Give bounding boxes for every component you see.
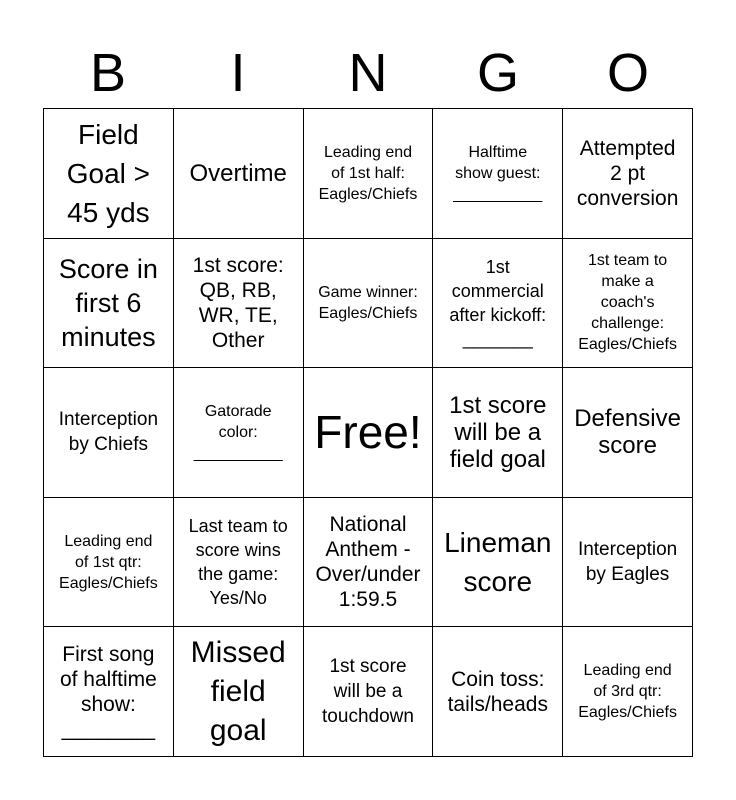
bingo-cell-r5c2[interactable]: Missed field goal xyxy=(174,627,304,757)
bingo-cell-r2c2[interactable]: 1st score: QB, RB, WR, TE, Other xyxy=(174,239,304,369)
header-letter-n: N xyxy=(348,43,388,103)
bingo-cell-r2c4[interactable]: 1st commercial after kickoff: _______ xyxy=(433,239,563,369)
header-letter-o: O xyxy=(606,43,649,103)
bingo-cell-r3c2[interactable]: Gatorade color: __________ xyxy=(174,368,304,498)
bingo-cell-r2c5[interactable]: 1st team to make a coach's challenge: Eagles/Chiefs xyxy=(563,239,693,369)
bingo-cell-r1c3[interactable]: Leading end of 1st half: Eagles/Chiefs xyxy=(304,109,434,239)
bingo-cell-free[interactable]: Free! xyxy=(304,368,434,498)
bingo-cell-r1c5[interactable]: Attempted 2 pt conversion xyxy=(563,109,693,239)
header-letter-g: G xyxy=(476,43,519,103)
bingo-cell-r4c1[interactable]: Leading end of 1st qtr: Eagles/Chiefs xyxy=(44,498,174,628)
bingo-cell-r2c1[interactable]: Score in first 6 minutes xyxy=(44,239,174,369)
bingo-cell-r3c4[interactable]: 1st score will be a field goal xyxy=(433,368,563,498)
bingo-board xyxy=(43,108,693,757)
bingo-cell-r4c2[interactable]: Last team to score wins the game: Yes/No xyxy=(174,498,304,628)
bingo-cell-r4c5[interactable]: Interception by Eagles xyxy=(563,498,693,628)
header-letter-b: B xyxy=(89,43,127,103)
header-letter-i: I xyxy=(230,43,246,103)
bingo-cell-r5c4[interactable]: Coin toss: tails/heads xyxy=(433,627,563,757)
bingo-cell-r2c3[interactable]: Game winner: Eagles/Chiefs xyxy=(304,239,434,369)
bingo-cell-r4c4[interactable]: Lineman score xyxy=(433,498,563,628)
bingo-cell-r4c3[interactable]: National Anthem - Over/under 1:59.5 xyxy=(304,498,434,628)
bingo-cell-r5c3[interactable]: 1st score will be a touchdown xyxy=(304,627,434,757)
bingo-cell-r3c1[interactable]: Interception by Chiefs xyxy=(44,368,174,498)
bingo-cell-r1c1[interactable]: Field Goal > 45 yds xyxy=(44,109,174,239)
bingo-cell-r5c5[interactable]: Leading end of 3rd qtr: Eagles/Chiefs xyxy=(563,627,693,757)
bingo-cell-r5c1[interactable]: First song of halftime show: ________ xyxy=(44,627,174,757)
bingo-cell-r1c2[interactable]: Overtime xyxy=(174,109,304,239)
bingo-cell-r3c5[interactable]: Defensive score xyxy=(563,368,693,498)
bingo-cell-r1c4[interactable]: Halftime show guest: __________ xyxy=(433,109,563,239)
bingo-header xyxy=(43,38,693,108)
